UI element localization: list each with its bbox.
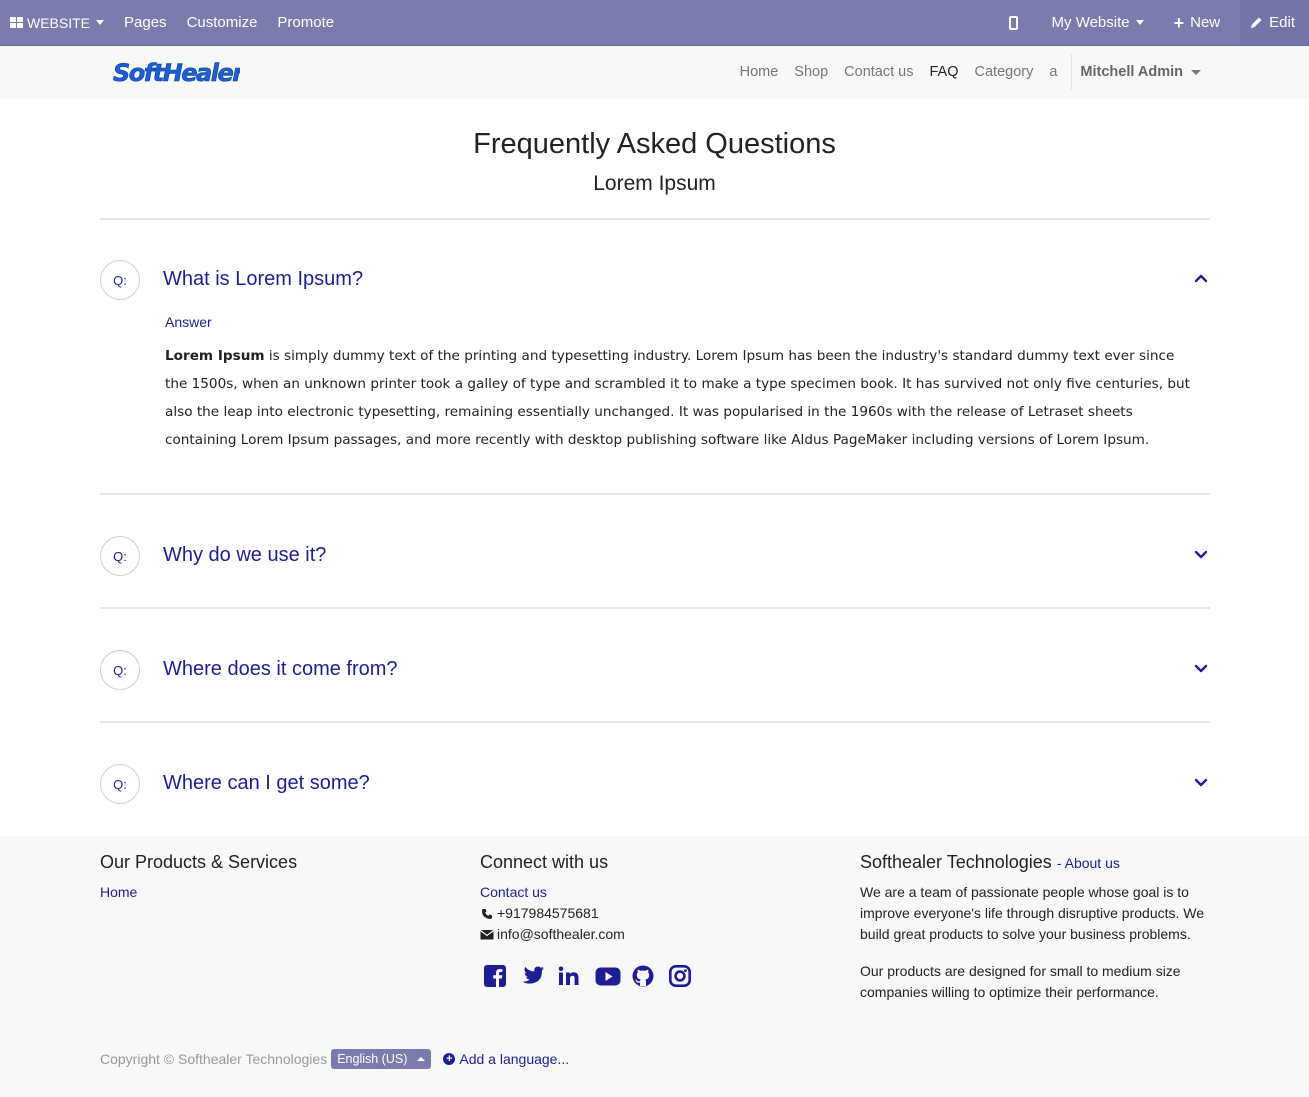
divider bbox=[100, 607, 1210, 609]
divider bbox=[100, 218, 1210, 220]
footer-company-title bbox=[860, 852, 1210, 873]
edit-button[interactable] bbox=[1240, 0, 1309, 45]
nav-category[interactable]: Category bbox=[974, 64, 1034, 80]
footer-about-text-2: Our products are designed for small to medium size companies willing to optimize their performance. bbox=[860, 963, 1181, 1000]
faq-question-2[interactable] bbox=[100, 536, 1210, 580]
footer-email bbox=[480, 924, 706, 945]
answer-label: Answer bbox=[165, 314, 212, 330]
user-menu[interactable] bbox=[1072, 64, 1209, 80]
about-us-link[interactable]: - About us bbox=[1056, 855, 1120, 871]
footer-company-name: Softhealer Technologies bbox=[860, 852, 1052, 872]
faq-question-text: Why do we use it? bbox=[163, 544, 327, 566]
website-menu[interactable] bbox=[0, 0, 114, 45]
pencil-icon bbox=[1250, 16, 1263, 29]
main-nav bbox=[732, 46, 1209, 98]
website-menu-label: WEBSITE bbox=[27, 14, 91, 31]
caret-down-icon bbox=[1136, 20, 1144, 25]
answer-bold: Lorem Ipsum bbox=[165, 348, 265, 364]
nav-contact-us[interactable]: Contact us bbox=[844, 64, 914, 80]
site-footer bbox=[0, 836, 1309, 1097]
answer-body: is simply dummy text of the printing and typesetting industry. Lorem Ipsum has been the industry's standard dummy text ever since the 1500s, when an unknown printer took a galley of type and scrambled it to make a type specimen book. It has survived not only five centuries, but also the leap into electronic typesetting, remaining essentially unchanged. It was popularised in the 1960s with the release of Letraset sheets containing Lorem Ipsum passages, and more recently with desktop publishing software like Aldus PageMaker including versions of Lorem Ipsum. bbox=[165, 348, 1190, 448]
footer-contact-link[interactable]: Contact us bbox=[480, 884, 547, 900]
site-logo[interactable] bbox=[112, 58, 240, 91]
envelope-icon bbox=[480, 929, 494, 940]
user-name: Mitchell Admin bbox=[1080, 64, 1183, 80]
footer-connect bbox=[480, 852, 706, 989]
language-selector[interactable] bbox=[331, 1049, 431, 1069]
customize-menu[interactable]: Customize bbox=[186, 14, 258, 31]
nav-a[interactable]: a bbox=[1049, 64, 1058, 80]
copyright-text: Copyright © Softhealer Technologies bbox=[100, 1051, 328, 1067]
copyright-bar bbox=[100, 1049, 569, 1069]
nav-home[interactable]: Home bbox=[739, 64, 779, 80]
faq-question-3[interactable] bbox=[100, 650, 1210, 694]
mobile-preview-button[interactable] bbox=[993, 0, 1042, 45]
chevron-down-icon bbox=[1194, 776, 1208, 788]
language-value: English (US) bbox=[337, 1052, 408, 1066]
add-language-label: Add a language... bbox=[459, 1051, 570, 1067]
q-badge: Q: bbox=[100, 536, 140, 576]
faq-question-1[interactable] bbox=[100, 260, 1210, 304]
facebook-icon[interactable] bbox=[484, 963, 521, 989]
page-subtitle: Lorem Ipsum bbox=[593, 172, 716, 195]
edit-label: Edit bbox=[1269, 14, 1295, 31]
caret-up-icon bbox=[417, 1057, 425, 1061]
footer-phone bbox=[480, 903, 706, 924]
answer-text bbox=[165, 342, 1195, 454]
faq-question-text: Where can I get some? bbox=[163, 772, 370, 794]
softhealer-logo bbox=[112, 58, 240, 86]
svg-text:SoftHealer: SoftHealer bbox=[113, 59, 240, 86]
instagram-icon[interactable] bbox=[669, 963, 706, 989]
youtube-icon[interactable] bbox=[595, 963, 632, 989]
chevron-up-icon bbox=[1194, 272, 1208, 284]
footer-products bbox=[100, 852, 297, 903]
plus-circle-icon: + bbox=[443, 1053, 455, 1065]
footer-email-text: info@softhealer.com bbox=[497, 926, 625, 942]
footer-products-title: Our Products & Services bbox=[100, 852, 298, 872]
my-website-menu[interactable] bbox=[1042, 0, 1164, 45]
github-icon[interactable] bbox=[632, 963, 669, 989]
footer-about-text-1: We are a team of passionate people whose goal is to improve everyone's life through disruptive products. We build great products to solve your business problems. bbox=[860, 884, 1205, 942]
q-badge: Q: bbox=[100, 764, 140, 804]
q-badge: Q: bbox=[100, 650, 140, 690]
phone-icon bbox=[480, 908, 494, 920]
add-language-link[interactable] bbox=[443, 1051, 569, 1067]
faq-question-text: What is Lorem Ipsum? bbox=[163, 268, 364, 290]
divider bbox=[100, 493, 1210, 495]
chevron-down-icon bbox=[1194, 662, 1208, 674]
twitter-icon[interactable] bbox=[521, 963, 558, 989]
q-badge: Q: bbox=[100, 260, 140, 300]
faq-question-4[interactable] bbox=[100, 764, 1210, 808]
promote-menu[interactable]: Promote bbox=[277, 14, 335, 31]
nav-faq[interactable]: FAQ bbox=[929, 64, 959, 80]
faq-question-text: Where does it come from? bbox=[163, 658, 398, 680]
mobile-icon bbox=[1009, 16, 1018, 30]
footer-home-link[interactable]: Home bbox=[100, 884, 138, 900]
footer-connect-title: Connect with us bbox=[480, 852, 609, 872]
footer-company bbox=[860, 852, 1210, 1019]
new-button[interactable] bbox=[1164, 0, 1241, 45]
new-label: New bbox=[1190, 14, 1221, 31]
social-links bbox=[484, 963, 706, 989]
apps-grid-icon bbox=[10, 17, 23, 29]
site-header bbox=[0, 46, 1309, 98]
pages-menu[interactable]: Pages bbox=[124, 14, 167, 31]
caret-down-icon bbox=[96, 20, 104, 25]
nav-shop[interactable]: Shop bbox=[794, 64, 829, 80]
caret-down-icon bbox=[1191, 70, 1201, 75]
divider bbox=[100, 721, 1210, 723]
plus-icon: + bbox=[1173, 12, 1185, 33]
footer-phone-text: +917984575681 bbox=[497, 905, 599, 921]
admin-bar bbox=[0, 0, 1309, 46]
chevron-down-icon bbox=[1194, 548, 1208, 560]
page-title: Frequently Asked Questions bbox=[473, 128, 836, 160]
linkedin-icon[interactable] bbox=[558, 963, 595, 989]
my-website-label: My Website bbox=[1051, 14, 1130, 31]
